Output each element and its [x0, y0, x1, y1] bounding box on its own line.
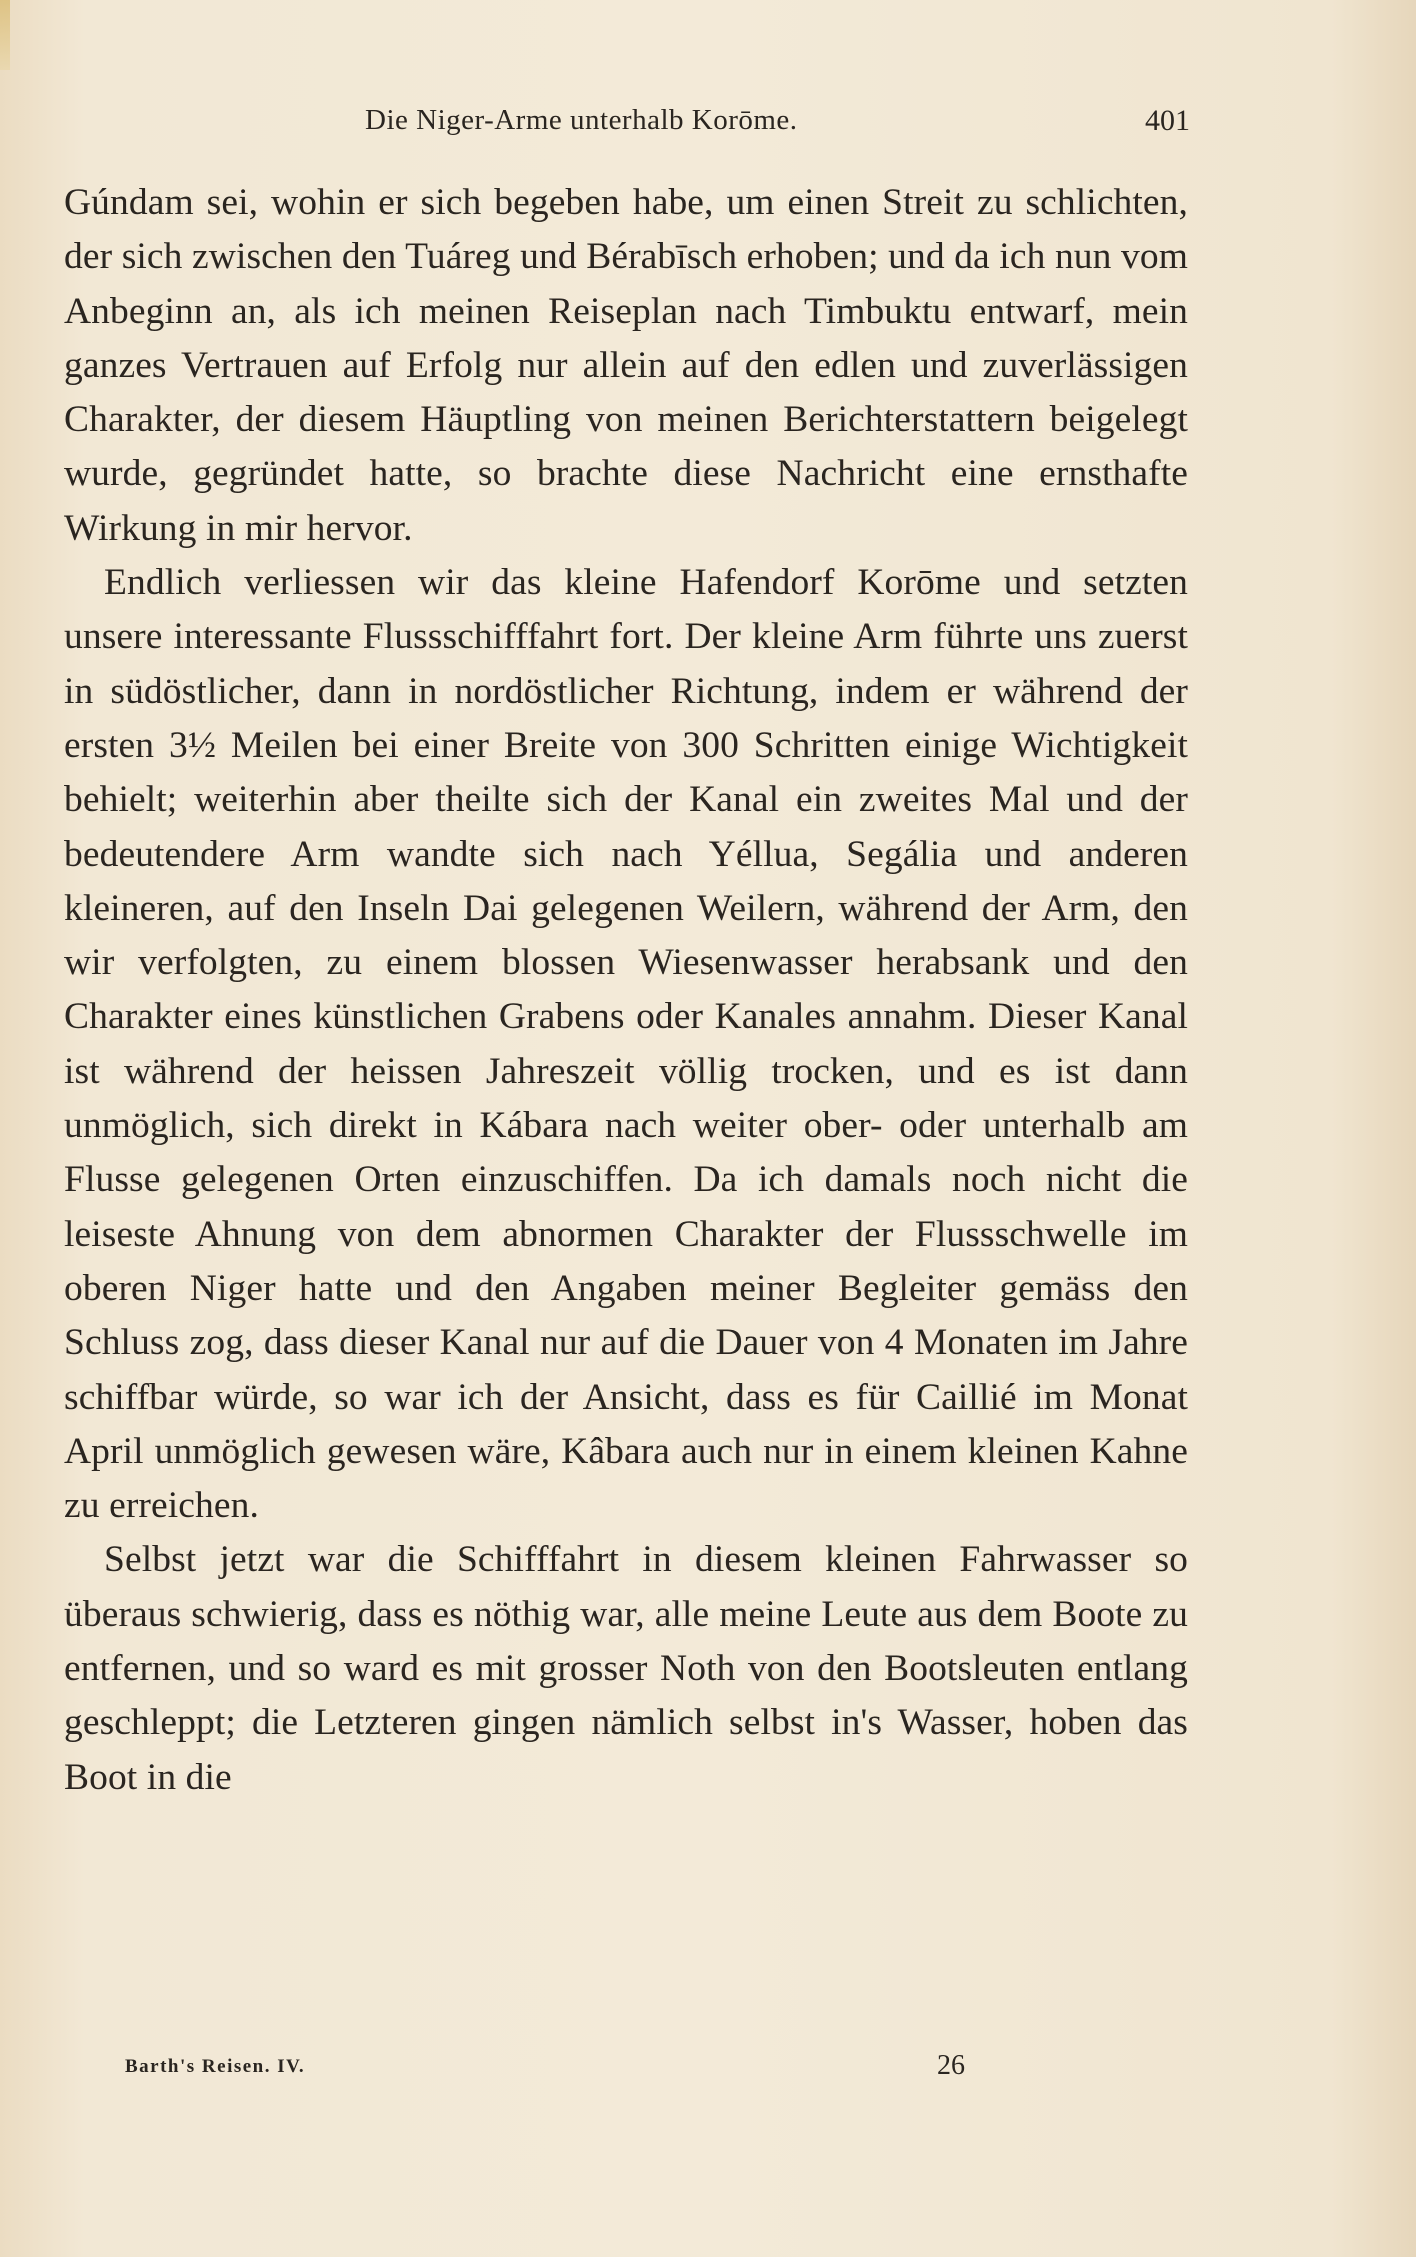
printer-signature: Barth's Reisen. IV.: [125, 2056, 306, 2077]
page-footer: [125, 2050, 975, 2090]
sheet-number: 26: [937, 2050, 965, 2081]
body-text: [64, 176, 1188, 1805]
page-header: [365, 104, 1190, 148]
page-edge-stain: [0, 0, 10, 70]
paragraph-3: Selbst jetzt war die Schifffahrt in diesem kleinen Fahrwasser so überaus schwierig, dass es nöthig war, alle meine Leute aus dem Boote zu entfernen, und so ward es mit grosser Noth von den Bootsleuten entlang geschleppt; die Letzteren gingen nämlich selbst in's Wasser, hoben das Boot in die: [64, 1539, 1188, 1798]
page-number: 401: [1145, 104, 1190, 137]
paragraph-2: Endlich verliessen wir das kleine Hafendorf Korōme und setzten unsere interessante Flussschifffahrt fort. Der kleine Arm führte uns zuerst in südöstlicher, dann in nordöstlicher Richtung, indem er während der ersten 3½ Meilen bei einer Breite von 300 Schritten einige Wichtigkeit behielt; weiterhin aber theilte sich der Kanal ein zweites Mal und der bedeutendere Arm wandte sich nach Yéllua, Segália und anderen kleineren, auf den Inseln Dai gelegenen Weilern, während der Arm, den wir verfolgten, zu einem blossen Wiesenwasser herabsank und den Charakter eines künstlichen Grabens oder Kanales annahm. Dieser Kanal ist während der heissen Jahreszeit völlig trocken, und es ist dann unmöglich, sich direkt in Kábara nach weiter ober- oder unterhalb am Flusse gelegenen Orten einzuschiffen. Da ich damals noch nicht die leiseste Ahnung von dem abnormen Charakter der Flussschwelle im oberen Niger hatte und den Angaben meiner Begleiter gemäss den Schluss zog, dass dieser Kanal nur auf die Dauer von 4 Monaten im Jahre schiffbar würde, so war ich der Ansicht, dass es für Caillié im Monat April unmöglich gewesen wäre, Kâbara auch nur in einem kleinen Kahne zu erreichen.: [64, 562, 1188, 1527]
paragraph-1: Gúndam sei, wohin er sich begeben habe, um einen Streit zu schlichten, der sich zwischen den Tuáreg und Bérabīsch erhoben; und da ich nun vom Anbeginn an, als ich meinen Reiseplan nach Timbuktu entwarf, mein ganzes Vertrauen auf Erfolg nur allein auf den edlen und zuverlässigen Charakter, der diesem Häuptling von meinen Berichterstattern beigelegt wurde, gegründet hatte, so brachte diese Nachricht eine ernsthafte Wirkung in mir hervor.: [64, 182, 1188, 549]
running-title: Die Niger-Arme unterhalb Korōme.: [365, 104, 798, 136]
